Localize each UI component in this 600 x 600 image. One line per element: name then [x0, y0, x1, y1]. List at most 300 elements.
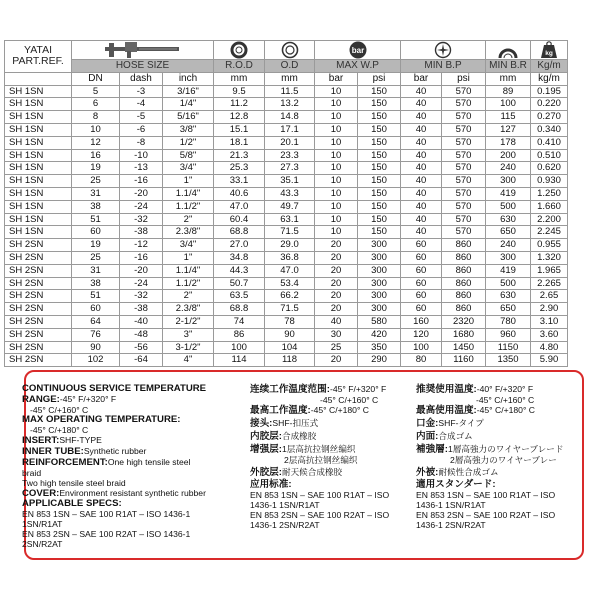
- cell-weight: 4.80: [531, 341, 568, 354]
- cn-insert-label: 接头:: [250, 418, 273, 429]
- ring-outline-icon: [265, 41, 315, 60]
- table-body: [5, 85, 568, 367]
- cell-br: 100: [486, 98, 531, 111]
- cell-weight: 0.955: [531, 239, 568, 252]
- cell-rod: 34.8: [214, 251, 265, 264]
- spec-2b: 2SN/R2AT: [22, 539, 63, 549]
- cell-inch: 1": [163, 175, 214, 188]
- cell-rod: 68.8: [214, 226, 265, 239]
- cell-br: 500: [486, 277, 531, 290]
- cell-weight: 1.660: [531, 200, 568, 213]
- cover-label: COVER:: [22, 488, 60, 499]
- cell-dn: 6: [72, 98, 120, 111]
- cell-bp-psi: 570: [442, 149, 486, 162]
- cell-part-ref: SH 1SN: [5, 123, 72, 136]
- cell-wp-bar: 10: [315, 175, 358, 188]
- cell-rod: 44.3: [214, 264, 265, 277]
- cell-wp-bar: 10: [315, 187, 358, 200]
- cell-bp-psi: 1160: [442, 354, 486, 367]
- cell-inch: 1.1/2": [163, 277, 214, 290]
- min-bp-header: MIN B.P: [401, 60, 486, 73]
- cell-part-ref: SH 2SN: [5, 251, 72, 264]
- table-row: [5, 354, 568, 367]
- unit-blank: [5, 72, 72, 85]
- cell-dn: 25: [72, 175, 120, 188]
- cell-wp-bar: 20: [315, 354, 358, 367]
- cell-inch: 3/16": [163, 85, 214, 98]
- cell-wp-bar: 20: [315, 251, 358, 264]
- jp-max-value: -45° C/+180° C: [476, 405, 535, 415]
- cell-weight: 1.965: [531, 264, 568, 277]
- cell-weight: 1.320: [531, 251, 568, 264]
- cell-dash: -12: [120, 239, 163, 252]
- cell-rod: 27.0: [214, 239, 265, 252]
- cell-od: 14.8: [265, 111, 315, 124]
- cell-bp-bar: 40: [401, 149, 442, 162]
- cell-part-ref: SH 2SN: [5, 315, 72, 328]
- cn-cover-value: 耐天候合成橡胶: [281, 467, 343, 477]
- cell-br: 419: [486, 264, 531, 277]
- cell-rod: 40.6: [214, 187, 265, 200]
- cell-bp-psi: 570: [442, 98, 486, 111]
- cell-bp-bar: 40: [401, 175, 442, 188]
- cell-inch: 1.1/2": [163, 200, 214, 213]
- cell-part-ref: SH 1SN: [5, 213, 72, 226]
- cell-rod: 86: [214, 328, 265, 341]
- cn-max-label: 最高工作温度:: [250, 405, 311, 416]
- reinforcement-label: REINFORCEMENT:: [22, 457, 108, 468]
- cell-br: 127: [486, 123, 531, 136]
- unit-weight: kg/m: [531, 72, 568, 85]
- cell-br: 650: [486, 303, 531, 316]
- cell-inch: 3": [163, 328, 214, 341]
- cell-weight: 1.250: [531, 187, 568, 200]
- range-value: -45° F/+320° F: [59, 394, 117, 404]
- jp-tube-value: 合成ゴム: [438, 431, 473, 441]
- table-row: [5, 213, 568, 226]
- cell-wp-psi: 300: [358, 264, 401, 277]
- cell-inch: 3/4": [163, 239, 214, 252]
- cell-bp-bar: 60: [401, 290, 442, 303]
- jp-reinforcement-value-2: 2層高強力のワイヤーブレー: [450, 455, 557, 465]
- cell-br: 300: [486, 175, 531, 188]
- cell-weight: 0.270: [531, 111, 568, 124]
- cell-inch: 2.3/8": [163, 303, 214, 316]
- cn-spec-1b: 1436-1 1SN/R1AT: [250, 500, 320, 510]
- unit-wp-bar: bar: [315, 72, 358, 85]
- max-temp-heading: MAX OPERATING TEMPERATURE:: [22, 414, 181, 425]
- cell-wp-psi: 150: [358, 200, 401, 213]
- cell-dash: -13: [120, 162, 163, 175]
- cell-br: 630: [486, 290, 531, 303]
- cell-od: 35.1: [265, 175, 315, 188]
- cell-wp-bar: 25: [315, 341, 358, 354]
- cell-dn: 31: [72, 264, 120, 277]
- cell-wp-bar: 30: [315, 328, 358, 341]
- cell-inch: 1/4": [163, 98, 214, 111]
- cell-dash: -32: [120, 213, 163, 226]
- cell-rod: 18.1: [214, 136, 265, 149]
- cell-br: 115: [486, 111, 531, 124]
- cell-weight: 2.265: [531, 277, 568, 290]
- cell-dn: 102: [72, 354, 120, 367]
- hose-spec-table: [4, 40, 568, 367]
- cell-dash: -16: [120, 175, 163, 188]
- jp-reinforcement-label: 補強層:: [416, 444, 448, 455]
- jp-tube-label: 内面:: [416, 431, 439, 442]
- jp-insert-label: 口金:: [416, 418, 439, 429]
- cell-rod: 74: [214, 315, 265, 328]
- cell-dash: -64: [120, 354, 163, 367]
- cell-weight: 5.90: [531, 354, 568, 367]
- cell-bp-psi: 2320: [442, 315, 486, 328]
- notes-english: [22, 384, 242, 549]
- cell-bp-bar: 40: [401, 123, 442, 136]
- cell-br: 240: [486, 239, 531, 252]
- insert-label: INSERT:: [22, 435, 60, 446]
- unit-rod: mm: [214, 72, 265, 85]
- cell-rod: 12.8: [214, 111, 265, 124]
- cell-dash: -16: [120, 251, 163, 264]
- cell-dash: -8: [120, 136, 163, 149]
- cell-weight: 0.620: [531, 162, 568, 175]
- cell-wp-bar: 10: [315, 213, 358, 226]
- jp-range-value-2: -45° C/+160° C: [476, 395, 535, 405]
- cell-inch: 3/8": [163, 123, 214, 136]
- cell-bp-bar: 60: [401, 251, 442, 264]
- range-label: RANGE:: [22, 394, 60, 405]
- cell-wp-bar: 10: [315, 226, 358, 239]
- cell-part-ref: SH 2SN: [5, 290, 72, 303]
- cell-rod: 63.5: [214, 290, 265, 303]
- cell-bp-bar: 60: [401, 264, 442, 277]
- cell-dash: -3: [120, 85, 163, 98]
- cell-rod: 60.4: [214, 213, 265, 226]
- cn-cover-label: 外胶层:: [250, 467, 282, 478]
- cell-od: 27.3: [265, 162, 315, 175]
- cell-wp-psi: 150: [358, 226, 401, 239]
- cell-bp-psi: 570: [442, 162, 486, 175]
- table-row: [5, 136, 568, 149]
- max-temp-value: -45° C/+180° C: [30, 425, 89, 435]
- cell-od: 11.5: [265, 85, 315, 98]
- cell-bp-bar: 60: [401, 277, 442, 290]
- weight-kg-icon: [531, 41, 568, 60]
- cell-od: 20.1: [265, 136, 315, 149]
- cell-br: 89: [486, 85, 531, 98]
- cell-wp-bar: 10: [315, 162, 358, 175]
- tube-label: INNER TUBE:: [22, 446, 84, 457]
- cell-dn: 19: [72, 239, 120, 252]
- cn-tube-value: 合成橡胶: [281, 431, 317, 441]
- cell-bp-bar: 60: [401, 239, 442, 252]
- cell-part-ref: SH 1SN: [5, 136, 72, 149]
- cell-dash: -24: [120, 277, 163, 290]
- cell-od: 47.0: [265, 264, 315, 277]
- cell-part-ref: SH 2SN: [5, 328, 72, 341]
- cell-dash: -38: [120, 226, 163, 239]
- jp-spec-1: EN 853 1SN – SAE 100 R1AT – ISO: [416, 490, 556, 500]
- cell-bp-bar: 60: [401, 303, 442, 316]
- cell-bp-bar: 40: [401, 136, 442, 149]
- cell-br: 1150: [486, 341, 531, 354]
- cell-part-ref: SH 2SN: [5, 264, 72, 277]
- cell-bp-bar: 40: [401, 226, 442, 239]
- cell-weight: 0.340: [531, 123, 568, 136]
- cell-wp-psi: 300: [358, 239, 401, 252]
- cell-od: 63.1: [265, 213, 315, 226]
- cell-rod: 15.1: [214, 123, 265, 136]
- cell-wp-psi: 150: [358, 187, 401, 200]
- cell-part-ref: SH 1SN: [5, 226, 72, 239]
- cell-rod: 21.3: [214, 149, 265, 162]
- cell-inch: 1.1/4": [163, 187, 214, 200]
- cell-weight: 2.245: [531, 226, 568, 239]
- table-row: [5, 341, 568, 354]
- cell-inch: 2": [163, 213, 214, 226]
- cell-part-ref: SH 2SN: [5, 341, 72, 354]
- table-row: [5, 149, 568, 162]
- cell-weight: 2.200: [531, 213, 568, 226]
- cell-dn: 8: [72, 111, 120, 124]
- cell-wp-bar: 20: [315, 277, 358, 290]
- cell-dash: -10: [120, 149, 163, 162]
- cell-od: 104: [265, 341, 315, 354]
- table-row: [5, 85, 568, 98]
- cell-dn: 5: [72, 85, 120, 98]
- cell-wp-psi: 150: [358, 136, 401, 149]
- cell-wp-psi: 150: [358, 162, 401, 175]
- material-notes-box: [24, 370, 584, 560]
- cell-od: 118: [265, 354, 315, 367]
- cell-dash: -20: [120, 187, 163, 200]
- cn-reinforcement-value: 1层高抗拉钢丝编织: [281, 444, 356, 454]
- cell-inch: 3-1/2": [163, 341, 214, 354]
- cell-weight: 2.65: [531, 290, 568, 303]
- jp-spec-2: EN 853 2SN – SAE 100 R2AT – ISO: [416, 510, 556, 520]
- cell-dn: 38: [72, 277, 120, 290]
- cell-od: 36.8: [265, 251, 315, 264]
- cell-bp-psi: 570: [442, 187, 486, 200]
- cell-wp-psi: 350: [358, 341, 401, 354]
- cell-br: 178: [486, 136, 531, 149]
- cell-br: 650: [486, 226, 531, 239]
- cell-bp-psi: 570: [442, 213, 486, 226]
- cell-br: 419: [486, 187, 531, 200]
- cell-bp-psi: 1450: [442, 341, 486, 354]
- cell-br: 780: [486, 315, 531, 328]
- cell-bp-bar: 40: [401, 162, 442, 175]
- cell-dash: -20: [120, 264, 163, 277]
- cell-wp-psi: 300: [358, 277, 401, 290]
- cell-wp-psi: 420: [358, 328, 401, 341]
- table-row: [5, 162, 568, 175]
- cell-weight: 0.930: [531, 175, 568, 188]
- cn-reinforcement-label: 增强层:: [250, 444, 282, 455]
- cell-dn: 19: [72, 162, 120, 175]
- cell-inch: 5/16": [163, 111, 214, 124]
- burst-icon: [401, 41, 486, 60]
- ring-icon: [214, 41, 265, 60]
- bend-radius-icon: [486, 41, 531, 60]
- cell-inch: 1/2": [163, 136, 214, 149]
- cell-bp-bar: 40: [401, 111, 442, 124]
- jp-max-label: 最高使用温度:: [416, 405, 477, 416]
- cell-inch: 1": [163, 251, 214, 264]
- cell-bp-bar: 40: [401, 85, 442, 98]
- cell-br: 960: [486, 328, 531, 341]
- table-row: [5, 277, 568, 290]
- cell-wp-bar: 10: [315, 149, 358, 162]
- cell-bp-psi: 570: [442, 226, 486, 239]
- insert-value: SHF-TYPE: [59, 435, 102, 445]
- cell-part-ref: SH 1SN: [5, 111, 72, 124]
- cell-bp-psi: 860: [442, 239, 486, 252]
- cn-tube-label: 内胶层:: [250, 431, 282, 442]
- cn-spec-2b: 1436-1 2SN/R2AT: [250, 520, 320, 530]
- cell-dn: 31: [72, 187, 120, 200]
- cell-bp-psi: 860: [442, 277, 486, 290]
- unit-dn: DN: [72, 72, 120, 85]
- table-row: [5, 111, 568, 124]
- cell-weight: 0.195: [531, 85, 568, 98]
- table-row: [5, 200, 568, 213]
- company-name: YATAI: [23, 43, 52, 56]
- max-wp-header: MAX W.P: [315, 60, 401, 73]
- cell-dn: 12: [72, 136, 120, 149]
- cn-range-value-2: -45° C/+160° C: [320, 395, 379, 405]
- jp-range-label: 推奨使用温度:: [416, 384, 477, 395]
- cn-reinforcement-value-2: 2层高抗拉钢丝编织: [284, 455, 358, 465]
- cell-dn: 76: [72, 328, 120, 341]
- cell-bp-bar: 80: [401, 354, 442, 367]
- cell-inch: 3/4": [163, 162, 214, 175]
- cell-dash: -48: [120, 328, 163, 341]
- od-header: O.D: [265, 60, 315, 73]
- cell-bp-psi: 860: [442, 303, 486, 316]
- unit-wp-psi: psi: [358, 72, 401, 85]
- unit-dash: dash: [120, 72, 163, 85]
- unit-br: mm: [486, 72, 531, 85]
- spec-2: EN 853 2SN – SAE 100 R2AT – ISO 1436-1: [22, 529, 191, 539]
- cell-rod: 33.1: [214, 175, 265, 188]
- cell-dash: -32: [120, 290, 163, 303]
- jp-reinforcement-value: 1層高強力のワイヤーブレード: [447, 444, 564, 454]
- cell-bp-psi: 570: [442, 200, 486, 213]
- tube-value: Synthetic rubber: [83, 446, 147, 456]
- cell-bp-psi: 1680: [442, 328, 486, 341]
- table-row: [5, 328, 568, 341]
- cell-dash: -24: [120, 200, 163, 213]
- spec-1: EN 853 1SN – SAE 100 R1AT – ISO 1436-1: [22, 509, 191, 519]
- unit-bp-bar: bar: [401, 72, 442, 85]
- cell-wp-psi: 150: [358, 149, 401, 162]
- cell-wp-psi: 150: [358, 175, 401, 188]
- cell-inch: 2-1/2": [163, 315, 214, 328]
- unit-inch: inch: [163, 72, 214, 85]
- cell-bp-psi: 860: [442, 251, 486, 264]
- cell-inch: 2.3/8": [163, 226, 214, 239]
- reinforcement-value-2: braid: [22, 468, 42, 478]
- cell-bp-psi: 570: [442, 111, 486, 124]
- part-ref-label: PART.REF.: [12, 55, 64, 68]
- notes-japanese: [416, 384, 584, 530]
- cell-wp-psi: 300: [358, 251, 401, 264]
- cell-dn: 51: [72, 290, 120, 303]
- cell-bp-bar: 40: [401, 187, 442, 200]
- cell-part-ref: SH 1SN: [5, 98, 72, 111]
- cell-dn: 90: [72, 341, 120, 354]
- cell-dn: 60: [72, 226, 120, 239]
- cell-od: 13.2: [265, 98, 315, 111]
- cell-rod: 11.2: [214, 98, 265, 111]
- cell-dash: -4: [120, 98, 163, 111]
- notes-chinese: [250, 384, 410, 530]
- cell-od: 43.3: [265, 187, 315, 200]
- cell-dn: 51: [72, 213, 120, 226]
- cell-dash: -40: [120, 315, 163, 328]
- cell-bp-bar: 40: [401, 98, 442, 111]
- cell-br: 630: [486, 213, 531, 226]
- jp-insert-value: SHF-タイプ: [438, 418, 484, 428]
- table-row: [5, 226, 568, 239]
- cell-bp-bar: 40: [401, 200, 442, 213]
- table-row: [5, 175, 568, 188]
- cell-dash: -56: [120, 341, 163, 354]
- jp-cover-value: 耐候性合成ゴム: [438, 467, 499, 477]
- cell-weight: 3.60: [531, 328, 568, 341]
- cover-value: Environment resistant synthetic rubber: [59, 488, 206, 498]
- cell-wp-bar: 10: [315, 136, 358, 149]
- table-row: [5, 303, 568, 316]
- cell-bp-psi: 570: [442, 123, 486, 136]
- cell-wp-bar: 10: [315, 200, 358, 213]
- cell-bp-psi: 570: [442, 136, 486, 149]
- cell-rod: 50.7: [214, 277, 265, 290]
- ref-header: [5, 41, 72, 73]
- cn-range-value: -45° F/+320° F: [329, 384, 387, 394]
- cell-od: 78: [265, 315, 315, 328]
- cell-dn: 10: [72, 123, 120, 136]
- cell-od: 17.1: [265, 123, 315, 136]
- cell-br: 1350: [486, 354, 531, 367]
- pressure-bar-icon: [315, 41, 401, 60]
- cell-bp-psi: 860: [442, 290, 486, 303]
- cell-part-ref: SH 1SN: [5, 200, 72, 213]
- cell-weight: 0.410: [531, 136, 568, 149]
- jp-cover-label: 外被:: [416, 467, 439, 478]
- temp-heading: CONTINUOUS SERVICE TEMPERATURE: [22, 383, 207, 394]
- cell-wp-psi: 580: [358, 315, 401, 328]
- table-row: [5, 290, 568, 303]
- jp-spec-1b: 1436-1 1SN/R1AT: [416, 500, 486, 510]
- min-br-header: MIN B.R: [486, 60, 531, 73]
- cn-max-value: -45° C/+180° C: [310, 405, 369, 415]
- cell-wp-psi: 150: [358, 123, 401, 136]
- cell-od: 90: [265, 328, 315, 341]
- cell-rod: 9.5: [214, 85, 265, 98]
- cell-dn: 25: [72, 251, 120, 264]
- rod-header: R.O.D: [214, 60, 265, 73]
- cell-bp-psi: 570: [442, 85, 486, 98]
- cell-rod: 68.8: [214, 303, 265, 316]
- cell-wp-bar: 40: [315, 315, 358, 328]
- unit-bp-psi: psi: [442, 72, 486, 85]
- spec-1b: 1SN/R1AT: [22, 519, 63, 529]
- cell-weight: 3.10: [531, 315, 568, 328]
- reinforcement-value-3: Two high tensile steel braid: [22, 478, 126, 488]
- jp-range-value: -40° F/+320° F: [476, 384, 534, 394]
